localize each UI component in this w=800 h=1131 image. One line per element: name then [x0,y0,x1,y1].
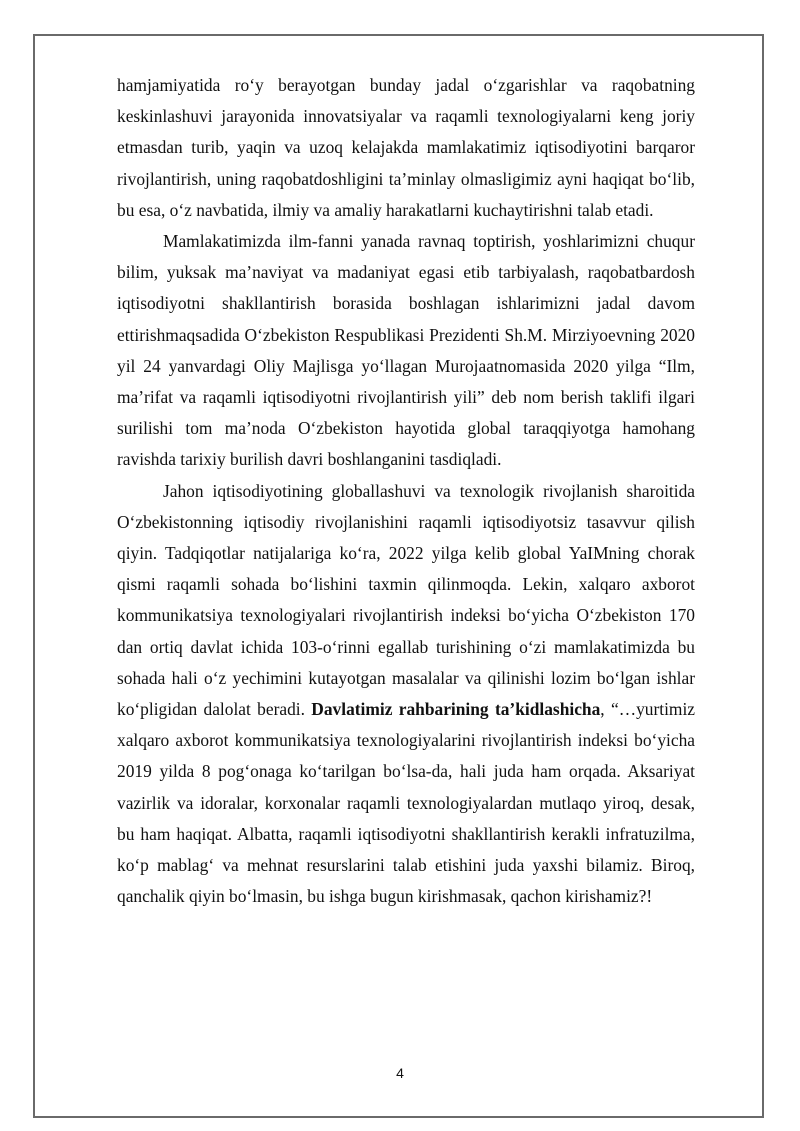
paragraph-3-bold-phrase: Davlatimiz rahbarining ta’kidlashicha [311,699,601,720]
document-body [117,70,695,912]
paragraph-2: Mamlakatimizda ilm-fanni yanada ravnaq toptirish, yoshlarimizni chuqur bilim, yuksak ma’naviyat va madaniyat egasi etib tarbiyalash, raqobatbardosh iqtisodiyotni shakllantirish borasida boshlagan ishlarimizni jadal davom ettirishmaqsadida O‘zbekiston Respublikasi Prezidenti Sh.M. Mirziyoevning 2020 yil 24 yanvardagi Oliy Majlisga yo‘llagan Murojaatnomasida 2020 yilga “Ilm, ma’rifat va raqamli iqtisodiyotni rivojlantirish yili” deb nom berish taklifi ilgari surilishi tom ma’noda O‘zbekiston hayotida global taraqqiyotga hamohang ravishda tarixiy burilish davri boshlanganini tasdiqladi. [117,231,695,470]
paragraph-3 [117,476,695,913]
paragraph-3-text-after: , “…yurtimiz xalqaro axborot kommunikatsiya texnologiyalarini rivojlantirish indeksi bo‘yicha 2019 yilda 8 pog‘onaga ko‘tarilgan bo‘lsa-da, hali juda ham orqada. Aksariyat vazirlik va idoralar, korxonalar raqamli texnologiyalardan mutlaqo yiroq, desak, bu ham haqiqat. Albatta, raqamli iqtisodiyotni shakllantirish kerakli infratuzilma, ko‘p mablag‘ va mehnat resurslarini talab etishini juda yaxshi bilamiz. Biroq, qanchalik qiyin bo‘lmasin, bu ishga bugun kirishmasak, qachon kirishamiz?! [117,699,696,907]
paragraph-1: hamjamiyatida ro‘y berayotgan bunday jadal o‘zgarishlar va raqobatning keskinlashuvi jarayonida innovatsiyalar va raqamli texnologiyalarni keng joriy etmasdan turib, yaqin va uzoq kelajakda mamlakatimiz iqtisodiyotini barqaror rivojlantirish, uning raqobatdoshligini ta’minlay olmasligimiz ayni haqiqat bo‘lib, bu esa, o‘z navbatida, ilmiy va amaliy harakatlarni kuchaytirishni talab etadi. [117,75,695,220]
paragraph-3-text-before: Jahon iqtisodiyotining globallashuvi va texnologik rivojlanish sharoitida O‘zbekistonning iqtisodiy rivojlanishini raqamli iqtisodiyotsiz tasavvur qilish qiyin. Tadqiqotlar natijalariga ko‘ra, 2022 yilga kelib global YaIMning chorak qismi raqamli sohada bo‘lishini taxmin qilinmoqda. Lekin, xalqaro axborot kommunikatsiya texnologiyalari rivojlantirish indeksi bo‘yicha O‘zbekiston 170 dan ortiq davlat ichida 103-o‘rinni egallab turishining o‘zi mamlakatimizda bu sohada hali o‘z yechimini kutayotgan masalalar va qilinishi lozim bo‘lgan ishlar ko‘pligidan dalolat beradi. [117,480,695,720]
page-number: 4 [396,1065,404,1081]
